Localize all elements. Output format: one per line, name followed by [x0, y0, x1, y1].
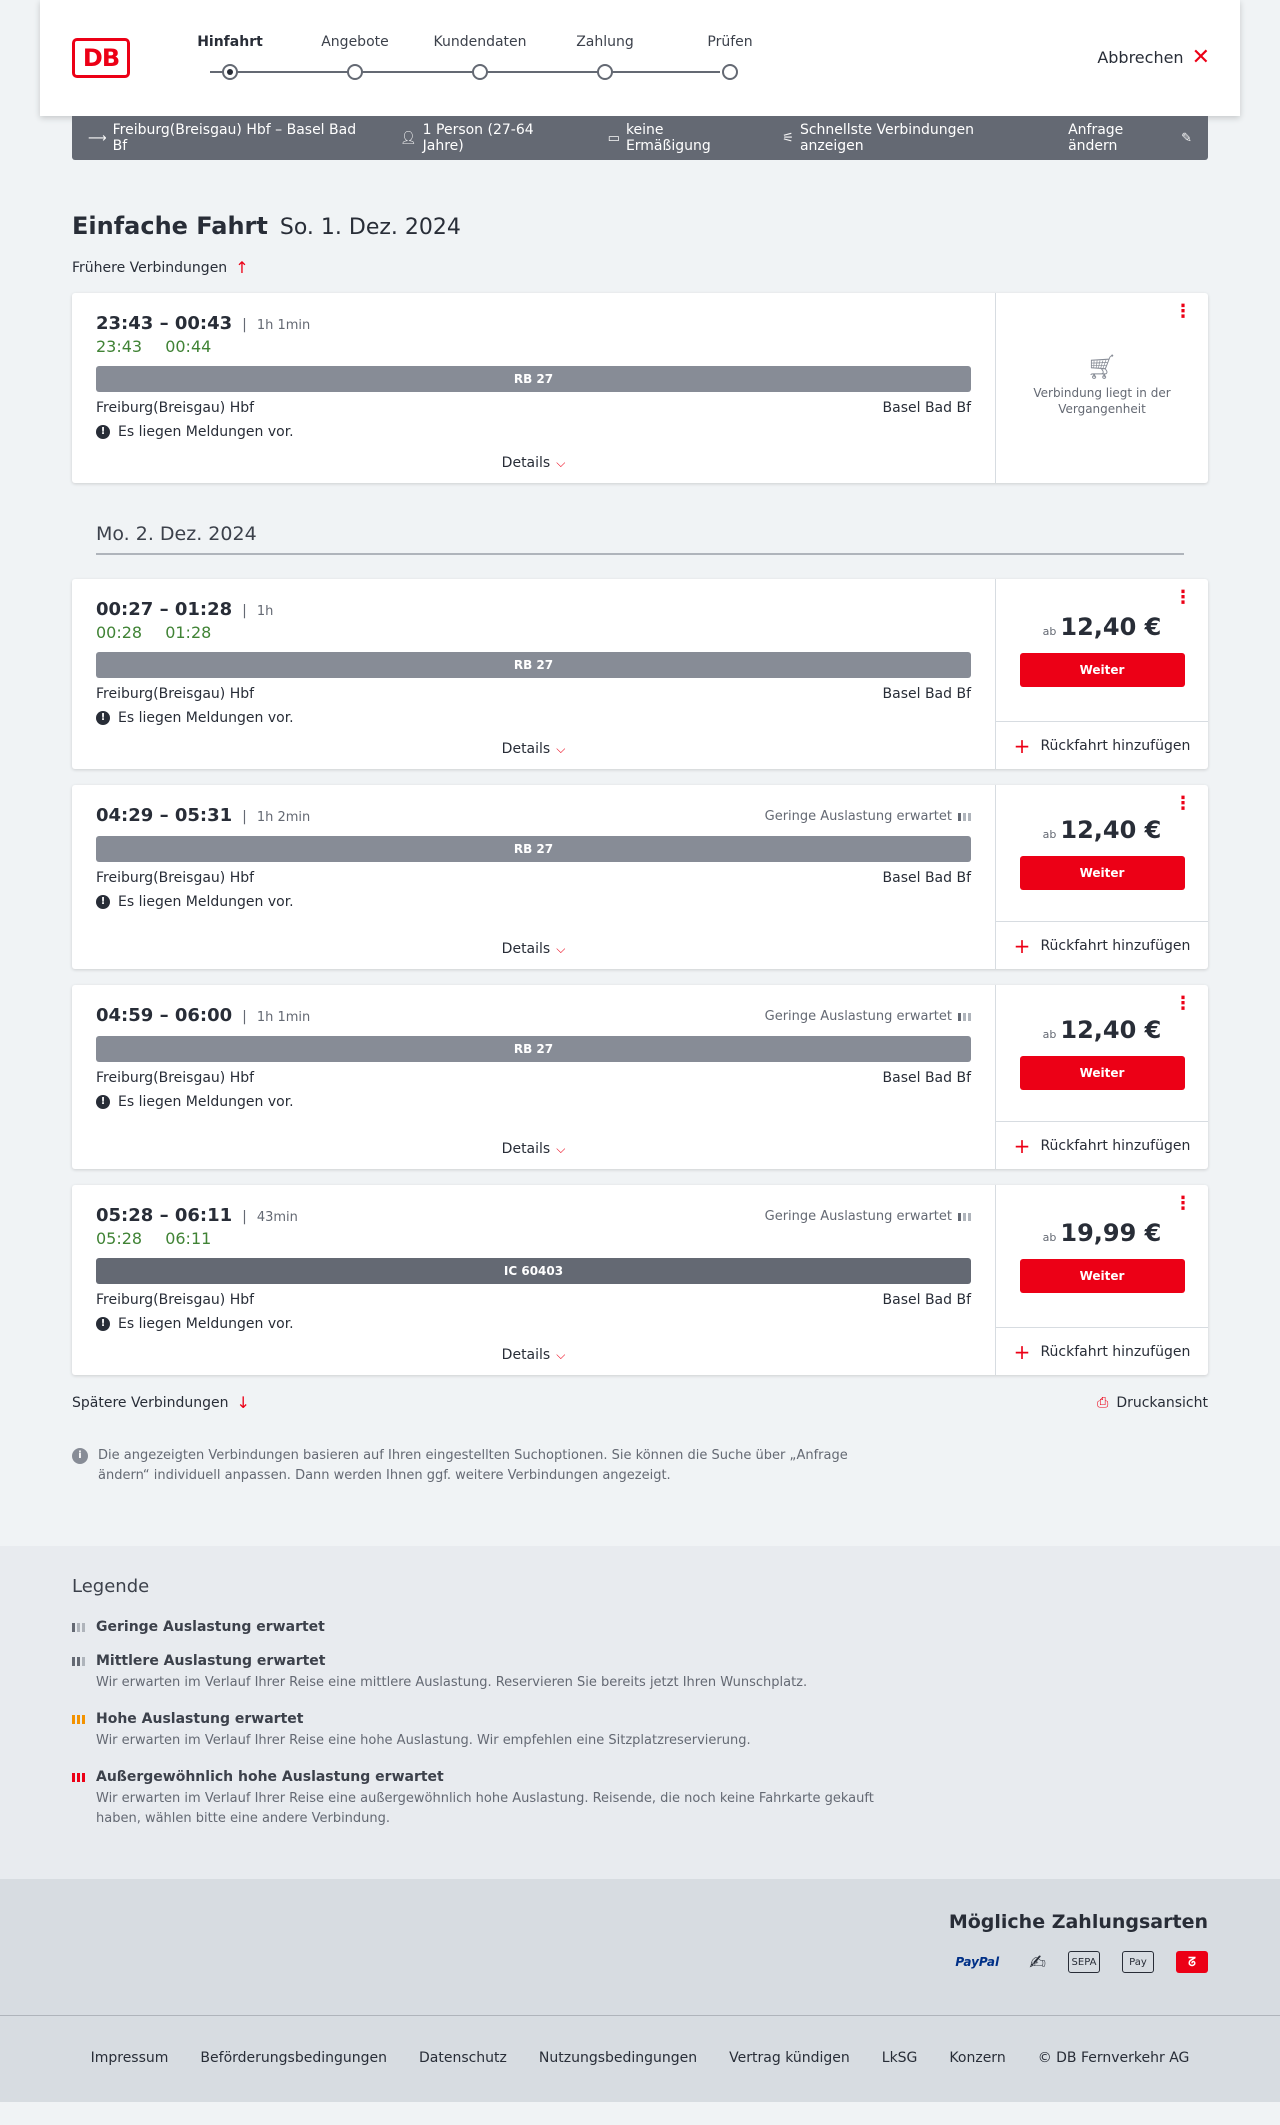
legend-item-low: Geringe Auslastung erwartet [72, 1619, 1208, 1635]
discount-item[interactable]: ▭ keine Ermäßigung [607, 122, 711, 154]
passengers-item[interactable]: 👤︎ 1 Person (27-64 Jahre) [400, 122, 534, 154]
filter-icon: ⚟ [782, 130, 794, 146]
day-title: Einfache Fahrt So. 1. Dez. 2024 [72, 212, 461, 240]
arrow-right-icon: ⟶ [88, 130, 107, 146]
chevron-down-icon: ⌵ [556, 942, 566, 956]
details-toggle[interactable]: Details ⌵ [501, 741, 566, 757]
earlier-connections-link[interactable]: Frühere Verbindungen ↑ [72, 258, 249, 277]
details-toggle[interactable]: Details ⌵ [501, 1347, 566, 1363]
footer-link-vertrag-kuendigen[interactable]: Vertrag kündigen [729, 2050, 850, 2066]
notice: ! Es liegen Meldungen vor. [96, 710, 971, 726]
plus-icon: + [1013, 1339, 1031, 1364]
chevron-down-icon: ⌵ [556, 742, 566, 756]
more-options-icon[interactable]: ⋮ [1174, 301, 1192, 322]
info-note: i Die angezeigten Verbindungen basieren auf Ihren eingestellten Suchoptionen. Sie können die Suche über „Anfrage ändern“ individuell anpassen. Dann werden Ihnen ggf. weitere Verbindungen angezeigt. [72, 1446, 852, 1486]
details-toggle[interactable]: Details ⌵ [501, 1141, 566, 1157]
plus-icon: + [1013, 1133, 1031, 1158]
step-dot [347, 64, 363, 80]
chevron-down-icon: ⌵ [556, 456, 566, 470]
alert-icon: ! [96, 895, 110, 909]
occupancy-low-icon [958, 1013, 971, 1021]
sepa-icon: SEPA [1068, 1951, 1100, 1973]
notice: ! Es liegen Meldungen vor. [96, 1094, 971, 1110]
realtime: 00:28 01:28 [96, 623, 212, 642]
legend-title: Legende [72, 1576, 150, 1597]
more-options-icon[interactable]: ⋮ [1174, 993, 1192, 1014]
chevron-down-icon: ⌵ [556, 1348, 566, 1362]
details-toggle[interactable]: Details ⌵ [501, 455, 566, 471]
arrow-up-icon: ↑ [235, 258, 249, 277]
footer-link-impressum[interactable]: Impressum [90, 2050, 169, 2066]
legend-item-medium: Mittlere Auslastung erwartet Wir erwarten im Verlauf Ihrer Reise eine mittlere Auslastung. Reservieren Sie bereits jetzt Ihren Wunschplatz. [72, 1653, 1208, 1693]
realtime: 23:43 00:44 [96, 337, 212, 356]
day-separator: Mo. 2. Dez. 2024 [96, 523, 1184, 555]
info-icon: i [72, 1448, 88, 1464]
step-dot [597, 64, 613, 80]
paypal-icon: PayPal [955, 1955, 1000, 1969]
notice: ! Es liegen Meldungen vor. [96, 1316, 971, 1332]
printer-icon: ⎙ [1097, 1394, 1109, 1411]
card-icon: ▭ [607, 130, 620, 146]
more-options-icon[interactable]: ⋮ [1174, 587, 1192, 608]
train-bar[interactable]: IC 60403 [96, 1258, 971, 1284]
train-bar[interactable]: RB 27 [96, 652, 971, 678]
search-summary-bar [72, 116, 1208, 160]
train-bar[interactable]: RB 27 [96, 1036, 971, 1062]
payment-methods-section [0, 1879, 1280, 2016]
continue-button[interactable]: Weiter [1020, 653, 1185, 687]
occupancy-low-icon [958, 813, 971, 821]
plus-icon: + [1013, 933, 1031, 958]
step-dot [472, 64, 488, 80]
chevron-down-icon: ⌵ [556, 1142, 566, 1156]
booking-stepper [170, 34, 753, 84]
add-return-button[interactable]: + Rückfahrt hinzufügen [996, 1327, 1208, 1375]
add-return-button[interactable]: + Rückfahrt hinzufügen [996, 1121, 1208, 1169]
past-connection-note: 🛒︎ Verbindung liegt in der Vergangenheit [1033, 353, 1171, 416]
close-icon: ✕ [1191, 44, 1210, 70]
occupancy-indicator: Geringe Auslastung erwartet [765, 809, 971, 824]
cancel-button[interactable]: Abbrechen ✕ [1097, 44, 1210, 70]
plus-icon: + [1013, 733, 1031, 758]
add-return-button[interactable]: + Rückfahrt hinzufügen [996, 721, 1208, 769]
price: ab 12,40 € [1042, 613, 1162, 641]
more-options-icon[interactable]: ⋮ [1174, 1193, 1192, 1214]
header [40, 0, 1240, 116]
pencil-icon: ✎ [1181, 130, 1192, 146]
footer-link-lksg[interactable]: LkSG [881, 2050, 918, 2066]
occupancy-indicator: Geringe Auslastung erwartet [765, 1009, 971, 1024]
print-view-link[interactable]: ⎙ Druckansicht [1097, 1394, 1208, 1411]
footer-link-konzern[interactable]: Konzern [949, 2050, 1006, 2066]
occupancy-medium-icon [72, 1657, 88, 1666]
db-bonus-icon: ᘔ [1176, 1951, 1208, 1973]
more-options-icon[interactable]: ⋮ [1174, 793, 1192, 814]
details-toggle[interactable]: Details ⌵ [501, 941, 566, 957]
train-bar[interactable]: RB 27 [96, 366, 971, 392]
step-kundendaten[interactable]: Kundendaten [420, 34, 540, 80]
alert-icon: ! [96, 1095, 110, 1109]
step-hinfahrt[interactable]: Hinfahrt [170, 34, 290, 80]
occupancy-high-icon [72, 1715, 88, 1724]
notice: ! Es liegen Meldungen vor. [96, 894, 971, 910]
price: ab 12,40 € [1042, 1016, 1162, 1044]
arrow-down-icon: ↓ [236, 1393, 250, 1412]
connection-card: 23:43 – 00:43 | 1h 1min 23:43 00:44 RB 27 Freiburg(Breisgau) Hbf Basel Bad Bf ! Es liegen Meldungen vor. Details ⌵ ⋮ 🛒︎ Verbindung liegt in der Vergangenheit [72, 293, 1208, 483]
continue-button[interactable]: Weiter [1020, 1056, 1185, 1090]
occupancy-very-high-icon [72, 1773, 88, 1782]
cart-blocked-icon: 🛒︎ [1086, 353, 1118, 381]
payment-title: Mögliche Zahlungsarten [948, 1911, 1208, 1933]
train-bar[interactable]: RB 27 [96, 836, 971, 862]
footer-link-datenschutz[interactable]: Datenschutz [418, 2050, 507, 2066]
alert-icon: ! [96, 711, 110, 725]
legend-section [0, 1546, 1280, 1879]
apple-pay-icon: Pay [1122, 1951, 1154, 1973]
credit-card-icon: ✍ [1029, 1950, 1046, 1974]
db-logo[interactable]: DB [72, 38, 130, 78]
alert-icon: ! [96, 425, 110, 439]
occupancy-indicator: Geringe Auslastung erwartet [765, 1209, 971, 1224]
step-dot [722, 64, 738, 80]
realtime: 05:28 06:11 [96, 1229, 212, 1248]
step-dot [222, 64, 238, 80]
route-item[interactable]: ⟶ Freiburg(Breisgau) Hbf – Basel Bad Bf [88, 122, 357, 154]
filter-item[interactable]: ⚟ Schnellste Verbindungen anzeigen [782, 122, 975, 154]
notice: ! Es liegen Meldungen vor. [96, 424, 971, 440]
later-connections-link[interactable]: Spätere Verbindungen ↓ [72, 1393, 250, 1412]
step-angebote[interactable]: Angebote [295, 34, 415, 80]
step-zahlung[interactable]: Zahlung [545, 34, 665, 80]
add-return-button[interactable]: + Rückfahrt hinzufügen [996, 921, 1208, 969]
price: ab 19,99 € [1042, 1219, 1162, 1247]
footer [0, 2016, 1280, 2102]
continue-button[interactable]: Weiter [1020, 856, 1185, 890]
footer-copyright: © DB Fernverkehr AG [1037, 2050, 1190, 2066]
legend-item-very-high: Außergewöhnlich hohe Auslastung erwartet Wir erwarten im Verlauf Ihrer Reise eine außergewöhnlich hohe Auslastung. Reisende, die noch keine Fahrkarte gekauft haben, wählen bitte eine andere Verbindung. [72, 1769, 1208, 1829]
footer-link-nutzungsbedingungen[interactable]: Nutzungsbedingungen [538, 2050, 698, 2066]
legend-item-high: Hohe Auslastung erwartet Wir erwarten im Verlauf Ihrer Reise eine hohe Auslastung. Wir empfehlen eine Sitzplatzreservierung. [72, 1711, 1208, 1751]
connection-card: 04:59 – 06:00 | 1h 1min Geringe Auslastung erwartet RB 27 Freiburg(Breisgau) Hbf Basel Bad Bf ! Es liegen Meldungen vor. Details ⌵ ⋮ ab 12,40 € Weiter + Rückfahrt hinzufügen [72, 985, 1208, 1169]
footer-link-befoerderungsbedingungen[interactable]: Beförderungsbedingungen [200, 2050, 387, 2066]
connection-card: 05:28 – 06:11 | 43min 05:28 06:11 Geringe Auslastung erwartet IC 60403 Freiburg(Breisgau) Hbf Basel Bad Bf ! Es liegen Meldungen vor. Details ⌵ ⋮ ab 19,99 € Weiter + Rückfahrt hinzufügen [72, 1185, 1208, 1375]
edit-search-button[interactable]: Anfrage ändern ✎ [1068, 122, 1192, 154]
occupancy-low-icon [958, 1213, 971, 1221]
continue-button[interactable]: Weiter [1020, 1259, 1185, 1293]
alert-icon: ! [96, 1317, 110, 1331]
price: ab 12,40 € [1042, 816, 1162, 844]
connection-card: 04:29 – 05:31 | 1h 2min Geringe Auslastung erwartet RB 27 Freiburg(Breisgau) Hbf Basel Bad Bf ! Es liegen Meldungen vor. Details ⌵ ⋮ ab 12,40 € Weiter + Rückfahrt hinzufügen [72, 785, 1208, 969]
step-pruefen[interactable]: Prüfen [670, 34, 790, 80]
person-icon: 👤︎ [400, 130, 417, 146]
occupancy-low-icon [72, 1623, 88, 1632]
connection-card: 00:27 – 01:28 | 1h 00:28 01:28 RB 27 Freiburg(Breisgau) Hbf Basel Bad Bf ! Es liegen Meldungen vor. Details ⌵ ⋮ ab 12,40 € Weiter + Rückfahrt hinzufügen [72, 579, 1208, 769]
